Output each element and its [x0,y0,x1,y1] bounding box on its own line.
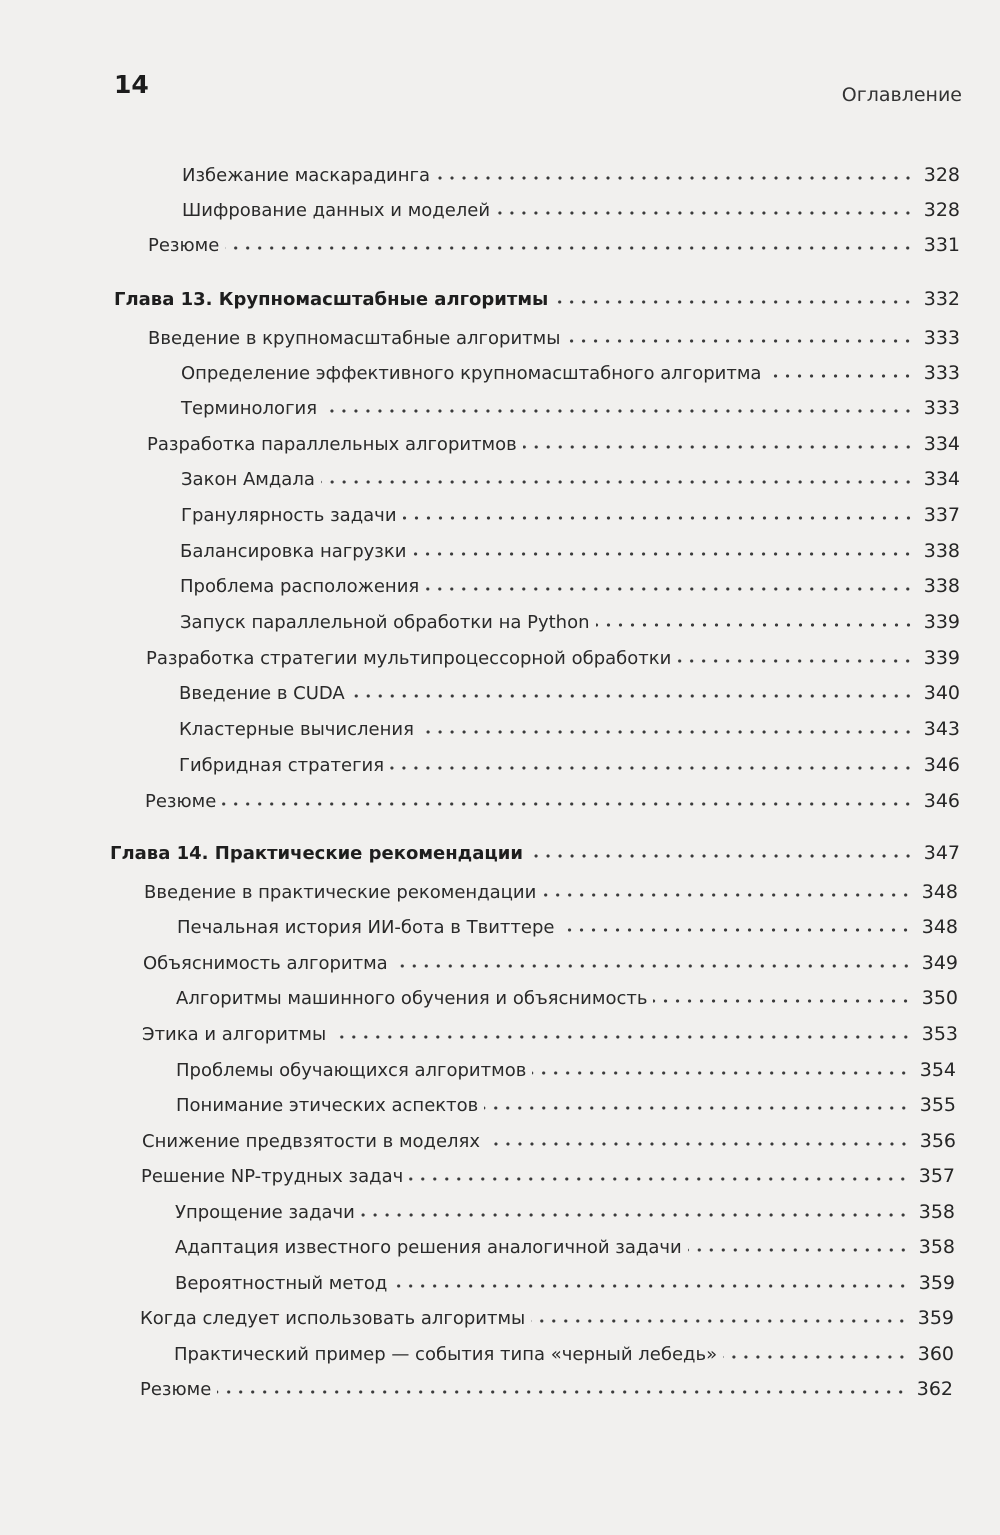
toc-entry [141,1161,955,1191]
dot-leader [566,336,914,346]
dot-leader [412,549,914,559]
toc-entry-page: 362 [916,1378,953,1400]
toc-entry-title: Закон Амдала [181,469,315,490]
dot-leader [332,1032,912,1042]
toc-entry-page: 339 [923,611,960,633]
dot-leader [688,1245,909,1255]
toc-entry-title: Понимание этических аспектов [176,1095,479,1116]
toc-entry-title: Введение в CUDA [179,683,345,704]
toc-entry [180,571,960,601]
toc-entry-page: 346 [923,790,960,812]
toc-entry-page: 333 [923,397,960,419]
dot-leader [542,890,912,900]
toc-entry-page: 334 [923,468,960,490]
dot-leader [486,1139,910,1149]
toc-entry-title: Введение в крупномасштабные алгоритмы [148,328,561,349]
toc-entry [174,1339,954,1369]
toc-entry-title: Шифрование данных и моделей [182,200,491,221]
toc-entry-title: Решение NP-трудных задач [141,1166,404,1187]
toc-entry-title: Резюме [145,791,217,812]
toc-entry-title: Гибридная стратегия [179,755,385,776]
dot-leader [653,996,912,1006]
toc-chapter [114,284,960,314]
toc-entry-title: Проблема расположения [180,576,420,597]
toc-entry-title: Снижение предвзятости в моделях [142,1131,481,1152]
toc-entry-page: 328 [923,164,960,186]
toc-entry [177,912,958,942]
dot-leader [677,656,914,666]
toc-entry-title: Алгоритмы машинного обучения и объяснимость [176,988,648,1009]
toc-entry-title: Проблемы обучающихся алгоритмов [176,1060,527,1081]
toc-entry-page: 358 [918,1236,955,1258]
toc-entry-title: Когда следует использовать алгоритмы [140,1308,526,1329]
toc-entry-page: 338 [923,575,960,597]
toc-entry-page: 339 [923,647,960,669]
toc-entry-page: 358 [918,1201,955,1223]
dot-leader [394,961,912,971]
dot-leader [425,584,914,594]
toc-entry-page: 332 [923,288,960,310]
dot-leader [225,243,914,253]
dot-leader [532,1068,910,1078]
toc-entry-title: Этика и алгоритмы [142,1024,327,1045]
toc-entry-page: 333 [923,327,960,349]
toc-entry [140,1374,953,1404]
toc-entry [182,160,960,190]
toc-entry [176,983,958,1013]
toc-entry-title: Разработка параллельных алгоритмов [147,434,517,455]
toc-entry-page: 359 [917,1307,954,1329]
toc-entry-title: Запуск параллельной обработки на Python [180,612,590,633]
toc-entry-page: 350 [921,987,958,1009]
toc-entry-page: 354 [919,1059,956,1081]
toc-entry [146,643,960,673]
toc-entry-title: Определение эффективного крупномасштабного алгоритма [181,363,762,384]
dot-leader [436,173,914,183]
toc-entry-page: 353 [921,1023,958,1045]
toc-entry-page: 337 [923,504,960,526]
toc-entry-page: 340 [923,682,960,704]
toc-entry [181,464,960,494]
toc-entry [175,1268,955,1298]
toc-entry-title: Адаптация известного решения аналогичной задачи [175,1237,682,1258]
toc-entry [180,536,960,566]
dot-leader [393,1281,909,1291]
dot-leader [523,442,914,452]
toc-entry-title: Избежание маскарадинга [182,165,430,186]
dot-leader [529,851,914,861]
toc-entry [179,750,960,780]
toc-entry-page: 348 [921,881,958,903]
toc-entry [142,1126,956,1156]
toc-entry [176,1055,956,1085]
dot-leader [351,691,914,701]
dot-leader [723,1352,908,1362]
dot-leader [484,1103,910,1113]
toc-entry-page: 334 [923,433,960,455]
toc-entry-page: 346 [923,754,960,776]
toc-entry-title: Терминология [181,398,318,419]
toc-entry-page: 338 [923,540,960,562]
toc-entry-title: Разработка стратегии мультипроцессорной обработки [146,648,672,669]
dot-leader [420,727,914,737]
toc-entry [181,500,960,530]
toc-entry [147,429,960,459]
toc-entry-page: 348 [921,916,958,938]
toc-entry-page: 356 [919,1130,956,1152]
toc-entry [175,1232,955,1262]
toc-entry [179,714,960,744]
dot-leader [217,1387,907,1397]
dot-leader [496,208,914,218]
dot-leader [554,297,914,307]
toc-entry-title: Глава 13. Крупномасштабные алгоритмы [114,289,549,310]
toc-entry-page: 328 [923,199,960,221]
dot-leader [323,406,914,416]
toc-entry [148,230,960,260]
page-number: 14 [114,70,149,99]
dot-leader [403,513,914,523]
dot-leader [222,799,914,809]
toc-entry [148,323,960,353]
dot-leader [409,1174,909,1184]
toc-entry [145,786,960,816]
toc-entry [142,1019,958,1049]
dot-leader [390,763,914,773]
toc-entry-page: 360 [917,1343,954,1365]
toc-entry [175,1197,955,1227]
toc-entry-title: Резюме [148,235,220,256]
toc-entry-page: 343 [923,718,960,740]
toc-entry-page: 347 [923,842,960,864]
toc-entry [144,877,958,907]
dot-leader [321,477,914,487]
toc-entry-page: 359 [918,1272,955,1294]
toc-entry [140,1303,954,1333]
toc-entry-page: 355 [919,1094,956,1116]
toc-chapter [110,838,960,868]
toc-entry [176,1090,956,1120]
dot-leader [596,620,914,630]
toc-entry-title: Печальная история ИИ-бота в Твиттере [177,917,555,938]
toc-entry-title: Балансировка нагрузки [180,541,407,562]
toc-entry-title: Вероятностный метод [175,1273,388,1294]
toc-entry-title: Объяснимость алгоритма [143,953,388,974]
toc-entry-title: Гранулярность задачи [181,505,397,526]
toc-entry-page: 349 [921,952,958,974]
toc-entry-title: Упрощение задачи [175,1202,355,1223]
toc-entry [180,607,960,637]
toc-entry-title: Глава 14. Практические рекомендации [110,843,523,864]
dot-leader [531,1316,908,1326]
dot-leader [361,1210,909,1220]
toc-entry [143,948,958,978]
toc-entry [181,358,960,388]
running-head: Оглавление [841,84,962,106]
toc-entry [181,393,960,423]
dot-leader [767,371,914,381]
toc-entry [179,678,960,708]
toc-entry-title: Резюме [140,1379,212,1400]
toc-entry-page: 331 [923,234,960,256]
toc-entry-page: 333 [923,362,960,384]
toc-entry-title: Введение в практические рекомендации [144,882,537,903]
toc-entry-page: 357 [918,1165,955,1187]
toc-entry-title: Кластерные вычисления [179,719,414,740]
toc-entry [182,195,960,225]
toc-entry-title: Практический пример — события типа «черный лебедь» [174,1344,718,1365]
dot-leader [560,925,912,935]
